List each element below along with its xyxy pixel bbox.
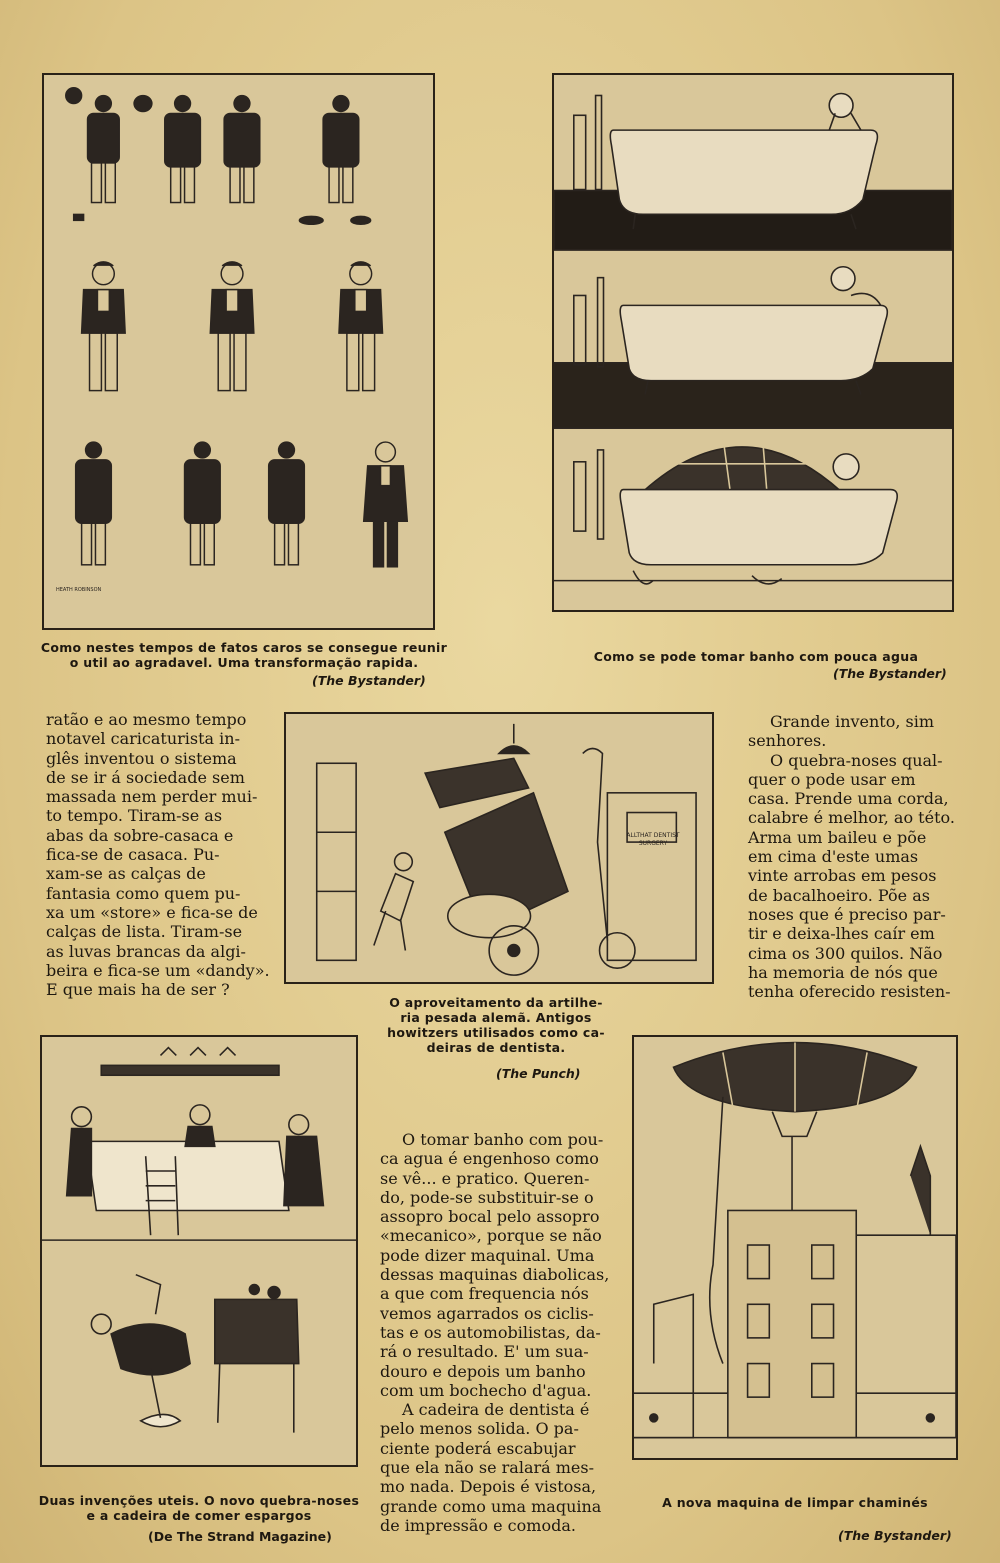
caption-line: ria pesada alemã. Antigos <box>400 1010 592 1025</box>
text-line: massada nem perder mui- <box>46 787 258 807</box>
dentist-surgery-sign: ALLTHAT DENTIST SURGERY <box>626 832 680 847</box>
text-line: mo nada. Depois é vistosa, <box>380 1477 597 1497</box>
bath-drawing <box>554 75 952 610</box>
text-line: notavel caricaturista in- <box>46 729 240 749</box>
text-line: calças de lista. Tiram-se <box>46 922 243 942</box>
source-strand: (De The Strand Magazine) <box>148 1529 332 1544</box>
text-line: cima os 300 quilos. Não <box>748 943 943 963</box>
text-line: ciente poderá escabujar <box>380 1438 576 1458</box>
text-line: quer o pode usar em <box>748 769 916 789</box>
text-line: fica-se de casaca. Pu- <box>46 845 220 865</box>
caption-line: o util ao agradavel. Uma transformação rapida. <box>69 655 419 670</box>
text-line: A cadeira de dentista é <box>402 1400 590 1420</box>
text-line: O quebra-noses qual- <box>770 750 943 770</box>
text-column-center <box>380 1130 608 1535</box>
text-line: glês inventou o sistema <box>46 748 237 768</box>
artist-signature: HEATH ROBINSON <box>56 587 102 593</box>
caption-howitzer <box>376 995 616 1055</box>
text-line: abas da sobre-casaca e <box>46 825 234 845</box>
text-line: de se ir á sociedade sem <box>46 767 245 787</box>
text-line: ca agua é engenhoso como <box>380 1149 599 1169</box>
strand-drawing <box>42 1037 356 1465</box>
text-line: grande como uma maquina <box>380 1496 602 1516</box>
illustration-strand <box>40 1035 358 1467</box>
text-line: em cima d'este umas <box>748 847 919 867</box>
text-line: E que mais ha de ser ? <box>46 980 230 1000</box>
caption-line: Duas invenções uteis. O novo quebra-noses <box>38 1493 360 1508</box>
caption-line: deiras de dentista. <box>426 1040 566 1055</box>
text-line: de bacalhoeiro. Põe as <box>748 885 930 905</box>
text-line: tas e os automobilistas, da- <box>380 1322 601 1342</box>
text-line: vinte arrobas em pesos <box>748 866 937 886</box>
text-line: que ela não se ralará mes- <box>380 1458 595 1478</box>
caption-line: O aproveitamento da artilhe- <box>389 995 603 1010</box>
text-line: as luvas brancas da algi- <box>46 941 246 961</box>
text-line: «mecanico», porque se não <box>380 1226 602 1246</box>
text-line: vemos agarrados os ciclis- <box>380 1303 594 1323</box>
source-bystander-2: (The Bystander) <box>833 666 947 681</box>
text-line: calabre é melhor, ao této. <box>748 808 955 828</box>
text-line: casa. Prende uma corda, <box>748 789 949 809</box>
caption-chimney: A nova maquina de limpar chaminés <box>662 1495 928 1510</box>
text-line: Arma um baileu e põe <box>748 827 927 847</box>
text-line: dessas maquinas diabolicas, <box>380 1265 610 1285</box>
caption-strand <box>38 1493 360 1523</box>
illustration-transformation <box>42 73 435 630</box>
text-line: to tempo. Tiram-se as <box>46 806 223 826</box>
text-line: pelo menos solida. O pa- <box>380 1419 579 1439</box>
text-line: rá o resultado. E' um sua- <box>380 1342 589 1362</box>
text-line: ratão e ao mesmo tempo <box>46 710 247 729</box>
illustration-chimney <box>632 1035 958 1460</box>
caption-line: e a cadeira de comer espargos <box>86 1508 312 1523</box>
illustration-howitzer <box>284 712 714 984</box>
illustration-bath <box>552 73 954 612</box>
text-line: assopro bocal pelo assopro <box>380 1207 600 1227</box>
caption-line: howitzers utilisados como ca- <box>387 1025 605 1040</box>
text-line: a que com frequencia nós <box>380 1284 589 1304</box>
text-line: noses que é preciso par- <box>748 904 946 924</box>
caption-bath: Como se pode tomar banho com pouca agua <box>593 649 919 664</box>
text-line: xa um «store» e fica-se de <box>46 902 258 922</box>
transformation-drawing <box>44 75 433 628</box>
text-line: de impressão e comoda. <box>380 1515 576 1535</box>
source-punch: (The Punch) <box>496 1066 581 1081</box>
text-line: tenha oferecido resisten- <box>748 982 951 1002</box>
text-line: Grande invento, sim <box>770 712 935 731</box>
text-line: O tomar banho com pou- <box>402 1130 604 1149</box>
text-line: pode dizer maquinal. Uma <box>380 1245 595 1265</box>
howitzer-drawing <box>286 714 712 982</box>
text-line: ha memoria de nós que <box>748 962 938 982</box>
text-line: tir e deixa-lhes caír em <box>748 924 935 944</box>
text-column-right <box>748 712 958 1001</box>
text-line: senhores. <box>748 731 827 751</box>
text-line: com um bochecho d'agua. <box>380 1380 592 1400</box>
text-line: do, pode-se substituir-se o <box>380 1187 594 1207</box>
text-line: xam-se as calças de <box>46 864 206 884</box>
text-column-left <box>46 710 276 999</box>
text-line: douro e depois um banho <box>380 1361 586 1381</box>
source-bystander-1: (The Bystander) <box>312 673 426 688</box>
caption-transformation <box>40 640 448 670</box>
caption-line: Como nestes tempos de fatos caros se consegue reunir <box>40 640 448 655</box>
text-line: beira e fica-se um «dandy». <box>46 960 270 980</box>
chimney-drawing <box>634 1037 956 1458</box>
text-line: se vê... e pratico. Queren- <box>380 1168 590 1188</box>
source-bystander-3: (The Bystander) <box>838 1528 952 1543</box>
text-line: fantasia como quem pu- <box>46 883 241 903</box>
